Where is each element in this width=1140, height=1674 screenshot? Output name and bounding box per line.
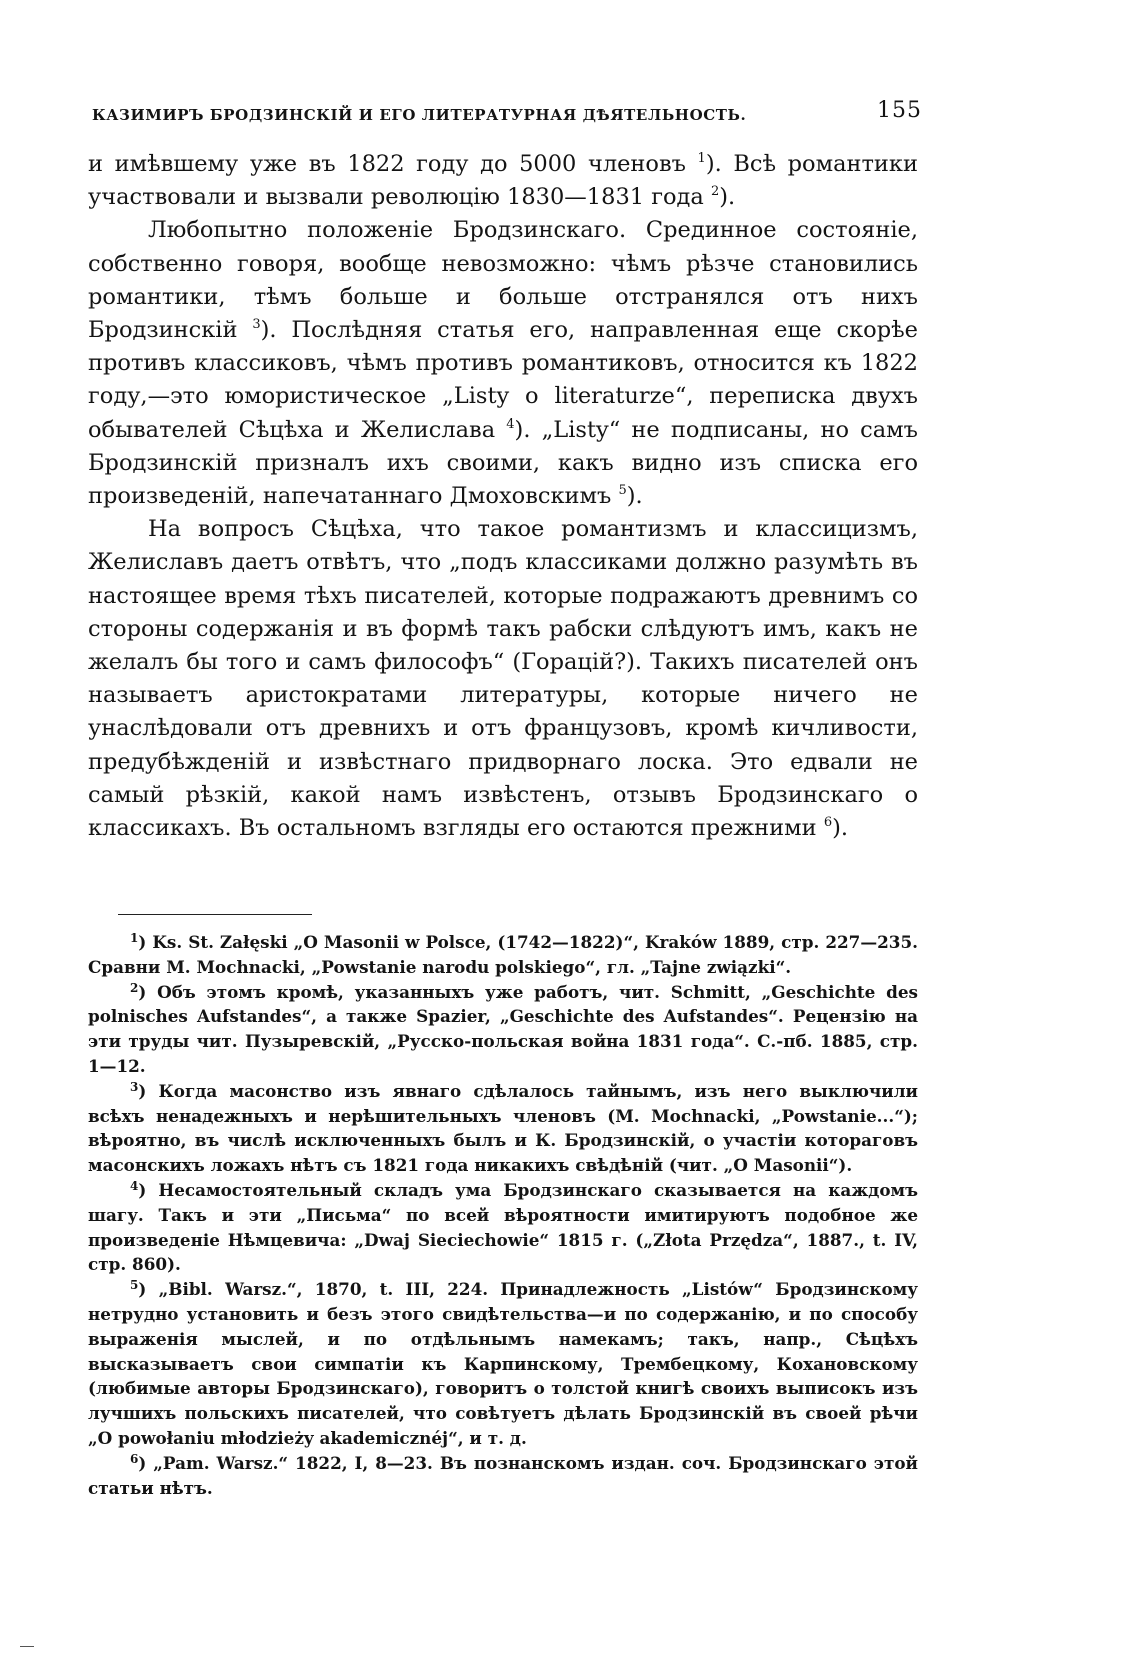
running-head — [92, 98, 922, 132]
footnote — [88, 1451, 918, 1501]
footnote-mark: 2 — [130, 980, 139, 995]
footnote — [88, 980, 918, 1079]
paragraph — [88, 513, 918, 845]
footnote — [88, 1178, 918, 1277]
footnote-mark: 1 — [130, 931, 139, 945]
footnote-mark: 5 — [130, 1278, 139, 1293]
text-run: ). Послѣдняя статья его, направленная еще скорѣе противъ классиковъ, чѣмъ противъ романтиковъ, относится къ 1822 году,—это юмористическое „Listy o literaturze“, переписка двухъ обывателей Сѣцѣха и Желислава — [88, 317, 918, 443]
text-run: ). — [626, 483, 643, 510]
scan-mark — [20, 1646, 34, 1647]
footnote-mark: 4 — [130, 1178, 139, 1193]
footnote-text: ) Несамостоятельный складъ ума Бродзинскаго сказывается на каждомъ шагу. Такъ и эти „Письма“ по всей вѣроятности имитируютъ подобное же произведеніе Нѣмцевича: „Dwaj Sieciechowie“ 1815 г. („Złota Przędza“, 1887., t. IV, стр. 860). — [88, 1179, 918, 1275]
footnote-reference: 4 — [506, 416, 515, 432]
text-run: и имѣвшему уже въ 1822 году до 5000 членовъ — [88, 151, 698, 177]
footnote-mark: 3 — [130, 1079, 139, 1094]
page-number: 155 — [877, 98, 922, 123]
paragraph — [88, 214, 918, 513]
footnote-text: ) Объ этомъ кромѣ, указанныхъ уже работъ, чит. Schmitt, „Geschichte des polnisches Aufstandes“, а также Spazier, „Geschichte des Aufstandes“. Рецензію на эти труды чит. Пузыревскій, „Русско-польская война 1831 года“. С.-пб. 1885, стр. 1—12. — [88, 981, 918, 1076]
footnote-reference: 2 — [710, 184, 720, 200]
footnote-reference: 1 — [697, 151, 706, 166]
footnote-reference: 3 — [252, 317, 261, 333]
text-run: Любопытно положеніе Бродзинскаго. Срединное состояніе, собственно говоря, вообще невозможно: чѣмъ рѣзче становились романтики, тѣмъ больше и больше отстранялся отъ нихъ Бродзинскій — [88, 217, 918, 344]
text-run: ). Всѣ романтики участвовали и вызвали революцію 1830—1831 года — [88, 151, 918, 211]
text-run: На вопросъ Сѣцѣха, что такое романтизмъ и классицизмъ, Желиславъ даетъ отвѣтъ, что „подъ классиками должно разумѣть въ настоящее время тѣхъ писателей, которые подражаютъ древнимъ со стороны содержанія и въ формѣ такъ рабски слѣдуютъ имъ, какъ не желалъ бы того и самъ философъ“ (Горацій?). Такихъ писателей онъ называетъ аристократами литературы, которые ничего не унаслѣдовали отъ древнихъ и отъ французовъ, кромѣ кичливости, предубѣжденій и извѣстнаго придворнаго лоска. Это едвали не самый рѣзкій, какой намъ извѣстенъ, отзывъ Бродзинскаго о классикахъ. Въ остальномъ взгляды его остаются прежними — [88, 516, 918, 842]
main-text — [88, 148, 918, 845]
footnote — [88, 1079, 918, 1178]
footnote-divider — [118, 914, 312, 915]
running-title: КАЗИМИРЪ БРОДЗИНСКІЙ И ЕГО ЛИТЕРАТУРНАЯ ДѢЯТЕЛЬНОСТЬ. — [92, 106, 747, 124]
footnote-reference: 5 — [618, 483, 627, 499]
footnote-text: ) Ks. St. Załęski „O Masonii w Polsce, (1742—1822)“, Kraków 1889, стр. 227—235. Сравни M. Mochnacki, „Powstanie narodu polskiego“, гл. „Tajne związki“. — [88, 932, 918, 977]
footnote — [88, 930, 918, 980]
text-run: ). — [719, 184, 736, 211]
text-run: ). — [832, 815, 849, 842]
footnote-text: ) Когда масонство изъ явнаго сдѣлалось тайнымъ, изъ него выключили всѣхъ ненадежныхъ и нерѣшительныхъ членовъ (M. Mochnacki, „Powstanie...“); вѣроятно, въ числѣ исключенныхъ былъ и К. Бродзинскій, о участіи котораговъ масонскихъ ложахъ нѣтъ съ 1821 года никакихъ свѣдѣній (чит. „O Masonii“). — [88, 1080, 918, 1176]
footnote-reference: 6 — [823, 815, 833, 831]
footnote — [88, 1277, 918, 1451]
text-run: ). „Listy“ не подписаны, но самъ Бродзинскій призналъ ихъ своими, какъ видно изъ списка его произведеній, напечатаннаго Дмоховскимъ — [88, 416, 918, 510]
footnote-mark: 6 — [130, 1451, 139, 1466]
paragraph — [88, 148, 918, 214]
footnote-text: ) „Bibl. Warsz.“, 1870, t. III, 224. Принадлежность „Listów“ Бродзинскому нетрудно установить и безъ этого свидѣтельства—и по содержанію, и по способу выраженія мыслей, и по отдѣльнымъ намекамъ; такъ, напр., Сѣцѣхъ высказываетъ свои симпатіи къ Карпинскому, Трембецкому, Кохановскому (любимые авторы Бродзинскаго), говоритъ о толстой книгѣ своихъ выписокъ изъ лучшихъ польскихъ писателей, что совѣтуетъ дѣлать Бродзинскій въ своей рѣчи „O powołaniu młodzieży akademicznéj“, и т. д. — [88, 1279, 918, 1448]
footnotes — [88, 930, 918, 1500]
footnote-text: ) „Pam. Warsz.“ 1822, I, 8—23. Въ познанскомъ издан. соч. Бродзинскаго этой статьи нѣтъ. — [88, 1452, 918, 1498]
